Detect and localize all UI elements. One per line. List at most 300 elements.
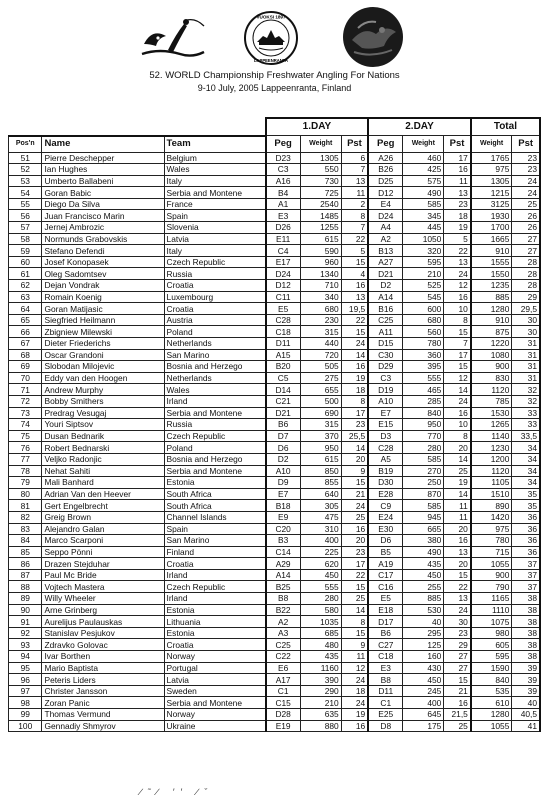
cell-name: Arne Grinberg	[42, 604, 164, 616]
cell-peg1: C3	[266, 164, 301, 176]
cell-total-weight: 1280	[471, 303, 512, 315]
cell-total-pst: 36	[512, 546, 540, 558]
cell-pos: 72	[9, 395, 42, 407]
cell-pst1: 11	[341, 651, 368, 663]
cell-team: South Africa	[164, 488, 266, 500]
cell-weight2: 545	[403, 291, 444, 303]
cell-pst1: 24	[341, 697, 368, 709]
cell-pst1: 19	[341, 709, 368, 721]
cell-weight2: 525	[403, 280, 444, 292]
cell-peg2: A14	[368, 291, 403, 303]
cell-pos: 88	[9, 581, 42, 593]
table-row	[9, 674, 541, 686]
cell-team: Finland	[164, 546, 266, 558]
cell-weight1: 440	[300, 338, 341, 350]
table-row	[9, 349, 541, 361]
cell-team: Bosnia and Herzego	[164, 453, 266, 465]
cell-weight2: 680	[403, 314, 444, 326]
cell-peg2: A27	[368, 256, 403, 268]
cell-total-pst: 38	[512, 627, 540, 639]
cell-peg1: A29	[266, 558, 301, 570]
cell-peg1: C1	[266, 685, 301, 697]
table-row	[9, 407, 541, 419]
cell-team: Irland	[164, 395, 266, 407]
cell-team: Czech Republic	[164, 430, 266, 442]
lappeenranta-seal-icon	[243, 10, 299, 66]
cell-weight2: 585	[403, 500, 444, 512]
col-header-pst2: Pst	[444, 136, 471, 153]
cell-weight2: 575	[403, 175, 444, 187]
cell-name: Willy Wheeler	[42, 593, 164, 605]
cell-peg1: C21	[266, 395, 301, 407]
cell-total-pst: 24	[512, 175, 540, 187]
cell-pst2: 13	[444, 593, 471, 605]
cell-pst2: 20	[444, 442, 471, 454]
cell-weight1: 400	[300, 535, 341, 547]
cell-total-weight: 1055	[471, 720, 512, 732]
cell-team: Norway	[164, 651, 266, 663]
cell-peg1: B18	[266, 500, 301, 512]
table-row	[9, 361, 541, 373]
cell-weight2: 280	[403, 442, 444, 454]
cell-peg1: E6	[266, 662, 301, 674]
cell-name: Slobodan Milojevic	[42, 361, 164, 373]
cell-name: Eddy van den Hoogen	[42, 372, 164, 384]
cell-weight1: 475	[300, 511, 341, 523]
table-row	[9, 372, 541, 384]
cell-pos: 82	[9, 511, 42, 523]
cell-weight1: 370	[300, 430, 341, 442]
cell-name: Paul Mc Bride	[42, 569, 164, 581]
cell-total-weight: 840	[471, 674, 512, 686]
cell-weight1: 2540	[300, 198, 341, 210]
cell-total-pst: 34	[512, 477, 540, 489]
cell-team: South Africa	[164, 500, 266, 512]
cell-peg1: B20	[266, 361, 301, 373]
cell-total-weight: 975	[471, 164, 512, 176]
table-row	[9, 685, 541, 697]
cell-name: Normunds Grabovskis	[42, 233, 164, 245]
cell-total-pst: 38	[512, 593, 540, 605]
cell-pst1: 25,5	[341, 430, 368, 442]
cell-total-pst: 39	[512, 685, 540, 697]
cell-pst1: 9	[341, 639, 368, 651]
cell-total-weight: 1120	[471, 384, 512, 396]
cell-name: Dejan Vondrak	[42, 280, 164, 292]
cell-team: Croatia	[164, 639, 266, 651]
cell-pst2: 10	[444, 303, 471, 315]
cell-pos: 77	[9, 453, 42, 465]
cell-pst1: 20	[341, 535, 368, 547]
cell-peg1: A14	[266, 569, 301, 581]
cell-pst1: 19,5	[341, 303, 368, 315]
cell-peg1: B6	[266, 419, 301, 431]
cell-total-pst: 40	[512, 697, 540, 709]
cell-team: Russia	[164, 419, 266, 431]
cell-team: Wales	[164, 164, 266, 176]
cell-weight2: 465	[403, 384, 444, 396]
cell-total-pst: 33	[512, 419, 540, 431]
cell-name: Gennadiy Shmyrov	[42, 720, 164, 732]
cell-pst1: 16	[341, 361, 368, 373]
cell-total-weight: 885	[471, 291, 512, 303]
column-header-row	[9, 136, 541, 153]
cell-pos: 52	[9, 164, 42, 176]
table-row	[9, 488, 541, 500]
cell-total-pst: 39	[512, 662, 540, 674]
table-row	[9, 627, 541, 639]
cell-name: Oleg Sadomtsev	[42, 268, 164, 280]
cell-team: Estonia	[164, 477, 266, 489]
cell-pst2: 24	[444, 268, 471, 280]
cell-team: Portugal	[164, 662, 266, 674]
cell-pst1: 23	[341, 546, 368, 558]
cell-weight2: 770	[403, 430, 444, 442]
table-row	[9, 175, 541, 187]
cell-total-pst: 33,5	[512, 430, 540, 442]
cell-name: Mali Banhard	[42, 477, 164, 489]
cell-peg2: B5	[368, 546, 403, 558]
cell-peg2: A26	[368, 152, 403, 164]
cell-pos: 86	[9, 558, 42, 570]
cell-weight1: 1255	[300, 222, 341, 234]
cell-pos: 55	[9, 198, 42, 210]
cell-pos: 62	[9, 280, 42, 292]
cell-pos: 76	[9, 442, 42, 454]
cell-total-pst: 29	[512, 291, 540, 303]
cell-total-weight: 1075	[471, 616, 512, 628]
cell-weight1: 550	[300, 164, 341, 176]
cell-team: Czech Republic	[164, 581, 266, 593]
cell-pst1: 15	[341, 581, 368, 593]
cell-pst2: 17	[444, 152, 471, 164]
cell-weight1: 615	[300, 453, 341, 465]
cell-peg1: D9	[266, 477, 301, 489]
cell-total-pst: 23	[512, 152, 540, 164]
cell-total-pst: 37	[512, 558, 540, 570]
cell-weight2: 40	[403, 616, 444, 628]
cell-total-weight: 605	[471, 639, 512, 651]
cell-weight1: 720	[300, 349, 341, 361]
cell-weight2: 395	[403, 361, 444, 373]
cell-peg1: C11	[266, 291, 301, 303]
cell-team: Spain	[164, 523, 266, 535]
cell-pos: 89	[9, 593, 42, 605]
cell-weight2: 445	[403, 222, 444, 234]
cell-pos: 95	[9, 662, 42, 674]
cell-total-pst: 29,5	[512, 303, 540, 315]
cell-peg2: A11	[368, 326, 403, 338]
cell-peg1: E7	[266, 488, 301, 500]
cell-team: Netherlands	[164, 338, 266, 350]
cell-pst2: 10	[444, 419, 471, 431]
cell-name: Stefano Defendi	[42, 245, 164, 257]
table-row	[9, 291, 541, 303]
cell-peg1: C18	[266, 326, 301, 338]
cell-pst2: 25	[444, 720, 471, 732]
cell-total-pst: 31	[512, 372, 540, 384]
cell-pst2: 14	[444, 384, 471, 396]
cell-peg1: C14	[266, 546, 301, 558]
table-row	[9, 604, 541, 616]
cell-weight1: 280	[300, 593, 341, 605]
cell-weight2: 435	[403, 558, 444, 570]
table-row	[9, 187, 541, 199]
cell-peg2: D29	[368, 361, 403, 373]
cell-pst2: 24	[444, 604, 471, 616]
cell-pos: 57	[9, 222, 42, 234]
cell-peg1: A15	[266, 349, 301, 361]
cell-weight2: 840	[403, 407, 444, 419]
cell-pst1: 13	[341, 175, 368, 187]
cell-pst1: 4	[341, 268, 368, 280]
cell-weight1: 305	[300, 500, 341, 512]
table-row	[9, 523, 541, 535]
cell-name: Dieter Friederichs	[42, 338, 164, 350]
cell-peg1: B25	[266, 581, 301, 593]
cell-total-weight: 1215	[471, 187, 512, 199]
cell-team: Spain	[164, 210, 266, 222]
cell-pst1: 16	[341, 523, 368, 535]
cell-peg1: A10	[266, 465, 301, 477]
cell-pst1: 22	[341, 569, 368, 581]
cell-peg2: D3	[368, 430, 403, 442]
cell-name: Diego Da Silva	[42, 198, 164, 210]
cell-name: Youri Siptsov	[42, 419, 164, 431]
cell-pst1: 18	[341, 685, 368, 697]
cell-peg2: D8	[368, 720, 403, 732]
cell-pos: 93	[9, 639, 42, 651]
group-header-row	[9, 118, 541, 136]
cell-weight1: 580	[300, 604, 341, 616]
cell-total-pst: 32	[512, 395, 540, 407]
cell-total-weight: 535	[471, 685, 512, 697]
cell-peg2: E30	[368, 523, 403, 535]
cell-pst2: 7	[444, 338, 471, 350]
cell-pst1: 8	[341, 395, 368, 407]
cell-pst1: 2	[341, 198, 368, 210]
cell-pst2: 23	[444, 198, 471, 210]
cell-pst1: 17	[341, 558, 368, 570]
cell-total-pst: 31	[512, 338, 540, 350]
cell-peg2: D19	[368, 384, 403, 396]
cell-total-weight: 785	[471, 395, 512, 407]
cell-pos: 92	[9, 627, 42, 639]
cell-weight2: 125	[403, 639, 444, 651]
cell-total-pst: 36	[512, 511, 540, 523]
table-row	[9, 546, 541, 558]
cell-pos: 94	[9, 651, 42, 663]
cell-total-pst: 37	[512, 569, 540, 581]
cell-pos: 68	[9, 349, 42, 361]
cell-total-weight: 910	[471, 314, 512, 326]
cell-weight1: 680	[300, 303, 341, 315]
cell-name: Thomas Vermund	[42, 709, 164, 721]
cell-pst1: 15	[341, 477, 368, 489]
cell-pos: 96	[9, 674, 42, 686]
table-row	[9, 268, 541, 280]
cell-pos: 74	[9, 419, 42, 431]
table-row	[9, 164, 541, 176]
table-row	[9, 569, 541, 581]
cell-peg2: B8	[368, 674, 403, 686]
handwritten-signature-scribble: ∕˜∕ ′′ ∕ˇ	[140, 787, 213, 797]
cell-pos: 69	[9, 361, 42, 373]
cell-pst2: 29	[444, 639, 471, 651]
cell-peg2: C27	[368, 639, 403, 651]
cell-total-weight: 1220	[471, 338, 512, 350]
cell-weight1: 960	[300, 256, 341, 268]
cell-total-weight: 1055	[471, 558, 512, 570]
cell-weight1: 275	[300, 372, 341, 384]
cell-total-pst: 28	[512, 280, 540, 292]
cell-pst1: 15	[341, 256, 368, 268]
cell-weight2: 1050	[403, 233, 444, 245]
cell-weight1: 590	[300, 245, 341, 257]
cell-weight2: 380	[403, 535, 444, 547]
cell-peg1: D6	[266, 442, 301, 454]
cell-pos: 81	[9, 500, 42, 512]
cell-pos: 64	[9, 303, 42, 315]
cell-total-pst: 28	[512, 268, 540, 280]
cell-total-pst: 26	[512, 222, 540, 234]
cell-peg2: D21	[368, 268, 403, 280]
cell-pos: 71	[9, 384, 42, 396]
cell-peg1: A3	[266, 627, 301, 639]
cell-weight1: 315	[300, 326, 341, 338]
cell-name: Ian Hughes	[42, 164, 164, 176]
cell-peg1: C25	[266, 639, 301, 651]
cell-peg2: C30	[368, 349, 403, 361]
cell-weight2: 160	[403, 651, 444, 663]
table-row	[9, 709, 541, 721]
cell-peg1: E17	[266, 256, 301, 268]
cell-peg1: D26	[266, 222, 301, 234]
table-row	[9, 430, 541, 442]
cell-pst2: 8	[444, 314, 471, 326]
cell-name: Goran Babic	[42, 187, 164, 199]
cell-weight1: 640	[300, 488, 341, 500]
cell-pst2: 12	[444, 280, 471, 292]
cell-total-weight: 1105	[471, 477, 512, 489]
cell-weight2: 255	[403, 581, 444, 593]
cell-peg2: E28	[368, 488, 403, 500]
document-title: 52. WORLD Championship Freshwater Angling For Nations	[149, 70, 400, 81]
col-header-pst1: Pst	[341, 136, 368, 153]
cell-peg2: D2	[368, 280, 403, 292]
cell-total-pst: 35	[512, 500, 540, 512]
cell-total-pst: 36	[512, 523, 540, 535]
cell-pst2: 25	[444, 465, 471, 477]
cell-team: Norway	[164, 709, 266, 721]
cell-total-pst: 38	[512, 616, 540, 628]
cell-team: Poland	[164, 326, 266, 338]
cell-peg2: C25	[368, 314, 403, 326]
cell-total-weight: 1930	[471, 210, 512, 222]
cell-pst1: 14	[341, 349, 368, 361]
table-row	[9, 639, 541, 651]
cell-peg2: C3	[368, 372, 403, 384]
cell-pst1: 8	[341, 616, 368, 628]
cell-pos: 73	[9, 407, 42, 419]
cell-peg2: E5	[368, 593, 403, 605]
cell-pst2: 21,5	[444, 709, 471, 721]
cell-peg2: C28	[368, 442, 403, 454]
table-row	[9, 442, 541, 454]
dark-emblem-icon	[342, 6, 404, 68]
cell-pos: 87	[9, 569, 42, 581]
cell-total-weight: 1765	[471, 152, 512, 164]
cell-pst1: 7	[341, 222, 368, 234]
cell-weight1: 655	[300, 384, 341, 396]
cell-pst1: 14	[341, 604, 368, 616]
cell-weight2: 250	[403, 477, 444, 489]
cell-weight1: 1160	[300, 662, 341, 674]
cell-pst2: 11	[444, 511, 471, 523]
cell-team: France	[164, 198, 266, 210]
table-row	[9, 651, 541, 663]
cell-peg1: D11	[266, 338, 301, 350]
cell-name: Peteris Liders	[42, 674, 164, 686]
cell-name: Jernej Ambrozic	[42, 222, 164, 234]
cell-pos: 99	[9, 709, 42, 721]
cell-pst2: 16	[444, 291, 471, 303]
cell-weight1: 450	[300, 569, 341, 581]
cell-weight1: 310	[300, 523, 341, 535]
cell-pst2: 11	[444, 175, 471, 187]
cell-weight2: 600	[403, 303, 444, 315]
cell-total-weight: 1200	[471, 453, 512, 465]
cell-pst1: 5	[341, 245, 368, 257]
cell-name: Christer Jansson	[42, 685, 164, 697]
cell-team: Austria	[164, 314, 266, 326]
cell-pst2: 17	[444, 349, 471, 361]
cell-total-weight: 910	[471, 245, 512, 257]
cell-weight1: 730	[300, 175, 341, 187]
cell-team: Latvia	[164, 674, 266, 686]
cell-weight2: 430	[403, 662, 444, 674]
cell-name: Drazen Stejduhar	[42, 558, 164, 570]
cell-team: Belgium	[164, 152, 266, 164]
cell-weight2: 450	[403, 674, 444, 686]
cell-peg2: C16	[368, 581, 403, 593]
cell-pos: 91	[9, 616, 42, 628]
cell-total-pst: 38	[512, 651, 540, 663]
cell-peg2: D30	[368, 477, 403, 489]
cell-weight2: 320	[403, 245, 444, 257]
cell-peg1: C5	[266, 372, 301, 384]
cell-weight2: 490	[403, 546, 444, 558]
cell-weight1: 315	[300, 419, 341, 431]
cell-weight2: 345	[403, 210, 444, 222]
cell-pst1: 24	[341, 674, 368, 686]
cell-weight2: 645	[403, 709, 444, 721]
cell-weight2: 885	[403, 593, 444, 605]
cell-weight1: 480	[300, 639, 341, 651]
cell-total-weight: 830	[471, 372, 512, 384]
cell-peg1: A1	[266, 198, 301, 210]
cell-peg1: E5	[266, 303, 301, 315]
cell-total-weight: 1555	[471, 256, 512, 268]
cell-weight1: 1485	[300, 210, 341, 222]
cell-team: Italy	[164, 175, 266, 187]
cell-pst2: 15	[444, 326, 471, 338]
col-header-total-weight: Weight	[471, 136, 512, 153]
cell-total-pst: 36	[512, 535, 540, 547]
cell-peg1: D12	[266, 280, 301, 292]
table-row	[9, 314, 541, 326]
cell-pst1: 8	[341, 210, 368, 222]
